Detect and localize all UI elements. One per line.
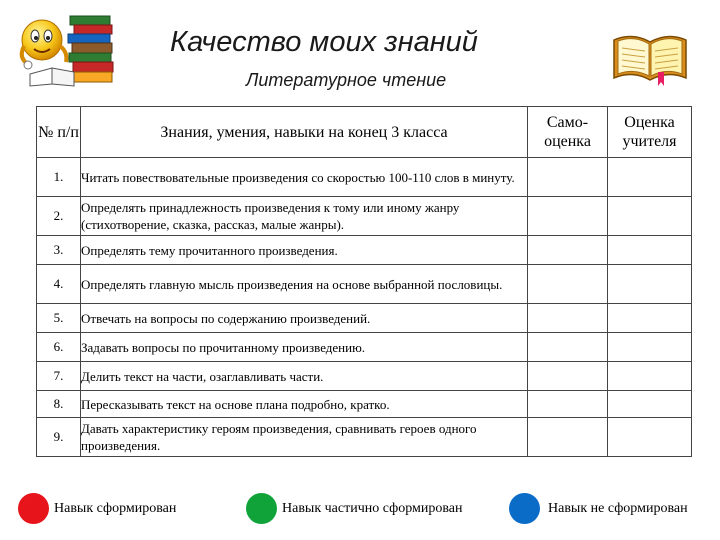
skills-table bbox=[36, 106, 692, 457]
red-circle-icon bbox=[18, 493, 49, 524]
row-skill-text: Задавать вопросы по прочитанному произведению. bbox=[81, 333, 528, 362]
row-skill-text: Определять главную мысль произведения на основе выбранной пословицы. bbox=[81, 265, 528, 304]
teacher-assessment-cell[interactable] bbox=[608, 391, 692, 418]
row-number: 7. bbox=[37, 362, 81, 391]
row-number: 4. bbox=[37, 265, 81, 304]
self-assessment-cell[interactable] bbox=[528, 333, 608, 362]
self-assessment-cell[interactable] bbox=[528, 362, 608, 391]
row-skill-text: Определять тему прочитанного произведения. bbox=[81, 236, 528, 265]
teacher-assessment-cell[interactable] bbox=[608, 362, 692, 391]
table-row bbox=[37, 265, 692, 304]
table-row bbox=[37, 333, 692, 362]
teacher-assessment-cell[interactable] bbox=[608, 158, 692, 197]
self-assessment-cell[interactable] bbox=[528, 197, 608, 236]
teacher-assessment-cell[interactable] bbox=[608, 265, 692, 304]
row-skill-text: Давать характеристику героям произведения, сравнивать героев одного произведения. bbox=[81, 418, 528, 457]
open-book-icon bbox=[610, 28, 690, 88]
row-number: 9. bbox=[37, 418, 81, 457]
row-number: 5. bbox=[37, 304, 81, 333]
row-skill-text: Отвечать на вопросы по содержанию произведений. bbox=[81, 304, 528, 333]
self-assessment-cell[interactable] bbox=[528, 304, 608, 333]
table-row bbox=[37, 418, 692, 457]
page-title: Качество моих знаний bbox=[170, 26, 478, 58]
row-number: 1. bbox=[37, 158, 81, 197]
blue-circle-icon bbox=[509, 493, 540, 524]
row-number: 6. bbox=[37, 333, 81, 362]
green-circle-icon bbox=[246, 493, 277, 524]
table-row bbox=[37, 158, 692, 197]
teacher-assessment-cell[interactable] bbox=[608, 236, 692, 265]
row-skill-text: Пересказывать текст на основе плана подробно, кратко. bbox=[81, 391, 528, 418]
self-assessment-cell[interactable] bbox=[528, 418, 608, 457]
table-row bbox=[37, 197, 692, 236]
column-header-number: № п/п bbox=[37, 107, 81, 158]
table-row bbox=[37, 304, 692, 333]
self-assessment-cell[interactable] bbox=[528, 391, 608, 418]
row-skill-text: Определять принадлежность произведения к тому или иному жанру (стихотворение, сказка, рассказ, малые жанры). bbox=[81, 197, 528, 236]
smiley-books-icon bbox=[12, 8, 118, 88]
self-assessment-cell[interactable] bbox=[528, 265, 608, 304]
table-row bbox=[37, 362, 692, 391]
row-number: 2. bbox=[37, 197, 81, 236]
column-header-teacher-assessment: Оценка учителя bbox=[608, 107, 692, 158]
teacher-assessment-cell[interactable] bbox=[608, 333, 692, 362]
page-subtitle: Литературное чтение bbox=[246, 70, 447, 90]
table-header-row bbox=[37, 107, 692, 158]
row-skill-text: Читать повествовательные произведения со скоростью 100-110 слов в минуту. bbox=[81, 158, 528, 197]
column-header-skills: Знания, умения, навыки на конец 3 класса bbox=[81, 107, 528, 158]
row-number: 3. bbox=[37, 236, 81, 265]
column-header-self-assessment: Само-оценка bbox=[528, 107, 608, 158]
legend-label: Навык частично сформирован bbox=[282, 501, 463, 516]
teacher-assessment-cell[interactable] bbox=[608, 197, 692, 236]
row-number: 8. bbox=[37, 391, 81, 418]
legend-label: Навык сформирован bbox=[54, 501, 177, 516]
table-row bbox=[37, 236, 692, 265]
self-assessment-cell[interactable] bbox=[528, 236, 608, 265]
legend-label: Навык не сформирован bbox=[548, 501, 688, 516]
self-assessment-cell[interactable] bbox=[528, 158, 608, 197]
teacher-assessment-cell[interactable] bbox=[608, 304, 692, 333]
teacher-assessment-cell[interactable] bbox=[608, 418, 692, 457]
table-row bbox=[37, 391, 692, 418]
row-skill-text: Делить текст на части, озаглавливать части. bbox=[81, 362, 528, 391]
